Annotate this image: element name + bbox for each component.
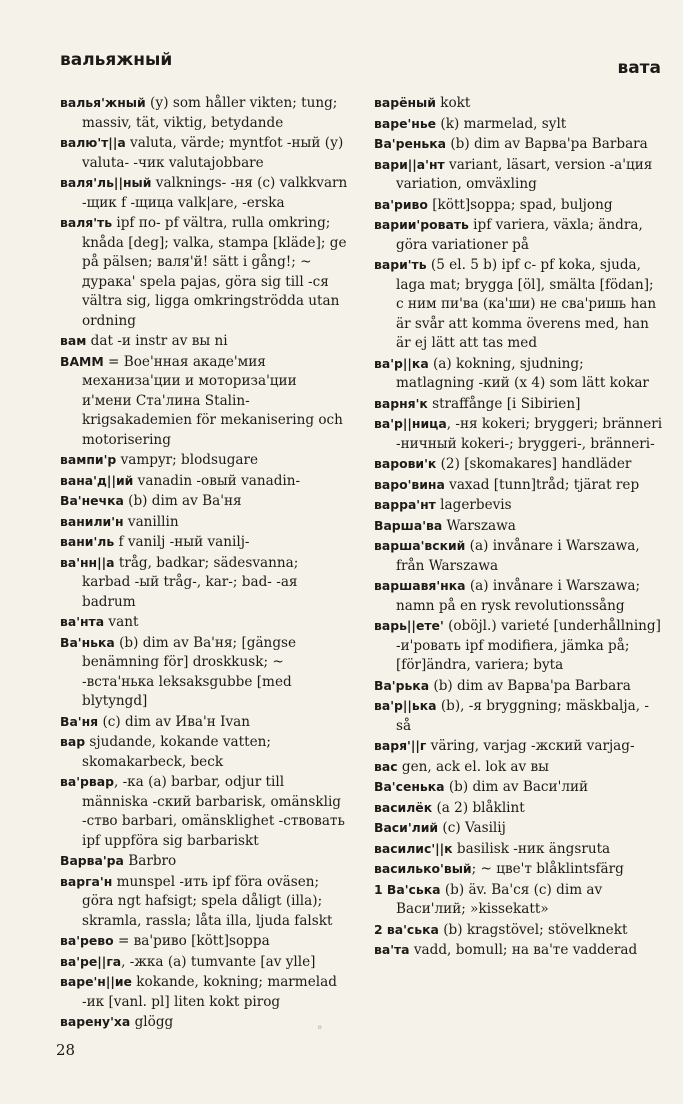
headword: василько'вый — [374, 861, 472, 876]
definition: (b) äv. Ва'ся (с) dim av Васи'лий; »kissekatt» — [396, 881, 603, 917]
definition: (a) invånare i Warszawa; namn på en rysk revolutionssång — [396, 578, 641, 614]
dictionary-entry — [60, 712, 350, 733]
dictionary-entry — [374, 134, 664, 155]
dictionary-entry — [60, 732, 350, 772]
dictionary-entry — [374, 859, 664, 880]
dictionary-entry — [60, 872, 350, 932]
definition: (k) marmelad, sylt — [436, 115, 567, 132]
headword: вас — [374, 758, 398, 774]
definition: (b) dim av Ва'ня — [123, 493, 242, 509]
headword: валья'жный — [60, 95, 146, 110]
headword: василис'||к — [374, 840, 453, 856]
headword: 1 Ва'ська — [374, 881, 441, 897]
headword: варови'к — [374, 456, 437, 471]
dictionary-entry — [374, 818, 664, 839]
dictionary-entry — [374, 475, 664, 496]
definition: (с) Vasilij — [438, 820, 506, 836]
headword: вампи'р — [60, 452, 117, 467]
dictionary-entry — [60, 352, 350, 451]
headword: варга'н — [60, 873, 113, 889]
dictionary-entry — [60, 532, 350, 553]
dictionary-entry — [374, 255, 664, 354]
dictionary-entry — [60, 93, 350, 133]
dictionary-entry — [60, 952, 350, 973]
headword: валю'т||а — [60, 135, 126, 150]
definition: straffånge [i Sibirien] — [427, 395, 581, 412]
dictionary-entry — [60, 491, 350, 512]
definition: vanadin -овый vanadin- — [133, 472, 301, 489]
headword: варену'ха — [60, 1014, 131, 1029]
definition: vant — [104, 614, 139, 630]
headword: Варша'ва — [374, 517, 443, 533]
dictionary-entry — [374, 880, 664, 920]
running-header-left: вальяжный — [60, 50, 173, 70]
headword: Ва'нечка — [60, 493, 124, 508]
definition: (b) dim av Варва'ра Barbara — [446, 136, 648, 152]
dictionary-entry — [60, 471, 350, 492]
definition: vadd, bomull; на ва'те vadderad — [409, 942, 638, 958]
definition: munspel -ить ipf föra oväsen; göra ngt hafsigt; spela dåligt (illa); skramla, rassla; låta illa, ljuda falskt — [82, 873, 333, 929]
headword: Ва'рька — [374, 677, 430, 693]
definition: (5 el. 5 b) ipf с- pf koka, sjuda, laga mat; brygga [öl], smälta [födan]; с ним пи'ва (ка'ши) не сва'ришь han är svår att komma överens med, han är ej lätt att tas med — [396, 257, 657, 351]
definition: kokande, kokning; marmelad -ик [vanl. pl] liten kokt pirog — [82, 974, 337, 1010]
definition: (с) dim av Ива'н Ivan — [98, 713, 250, 730]
dictionary-entry — [374, 414, 664, 454]
headword: варшавя'нка — [374, 578, 466, 593]
headword: Васи'лий — [374, 820, 439, 835]
dictionary-entry — [60, 1012, 350, 1033]
definition: (b) dim av Ва'ня; [gängse benämning för] droskkusk; ~ -вста'нька leksaksgubbe [med blytyngd] — [82, 634, 297, 709]
definition: vanillin — [123, 513, 179, 530]
headword: вана'д||ий — [60, 472, 134, 488]
definition: glögg — [130, 1014, 174, 1030]
definition: (b) dim av Васи'лий — [444, 779, 589, 795]
headword: ва'р||ька — [374, 698, 437, 713]
definition: = ва'риво [kött]soppa — [113, 933, 270, 949]
definition: vaxad [tunn]tråd; tjärat rep — [444, 476, 640, 493]
definition: kokt — [435, 95, 471, 111]
headword: ва'рвар — [60, 774, 114, 789]
running-header-right: вата — [617, 58, 661, 78]
definition: Barbro — [123, 853, 177, 869]
dictionary-entry — [374, 920, 664, 941]
headword: Ва'сенька — [374, 779, 445, 794]
dictionary-entry — [374, 354, 664, 394]
headword: василёк — [374, 799, 433, 815]
definition: Warszawa — [442, 517, 516, 534]
headword: варо'вина — [374, 476, 445, 492]
definition: , -ка (a) barbar, odjur till människa -ский barbarisk, omänsklig -ство barbari, omänsklighet -ствовать ipf uppföra sig barbariskt — [82, 774, 345, 849]
dictionary-entry — [374, 696, 664, 736]
headword: ва'риво — [374, 196, 428, 212]
headword: ва'ре||га — [60, 953, 122, 969]
definition: (oböjl.) varieté [underhållning] -и'ровать ipf modifiera, jämka på; [för]ändra, variera; byta — [396, 618, 661, 673]
dictionary-entry — [374, 536, 664, 576]
headword: ВАММ — [60, 353, 104, 369]
headword: варя'||г — [374, 738, 427, 753]
dictionary-entry — [374, 516, 664, 537]
dictionary-entry — [60, 972, 350, 1012]
headword: ва'та — [374, 942, 410, 957]
dictionary-entry — [60, 512, 350, 533]
dictionary-entry — [60, 213, 350, 331]
definition: ipf variera, växla; ändra, göra variationer på — [396, 217, 643, 253]
left-column — [60, 93, 350, 1033]
headword: вари'ть — [374, 257, 427, 272]
dictionary-entry — [374, 454, 664, 475]
dictionary-entry — [374, 93, 664, 114]
definition: dat -и instr av вы ni — [86, 333, 228, 349]
definition: gen, ack el. lok av вы — [397, 758, 550, 775]
dictionary-entry — [60, 133, 350, 173]
page-number: 28 — [56, 1041, 76, 1059]
definition: variant, läsart, version -а'ция variation, omväxling — [396, 156, 653, 192]
dictionary-entry — [374, 394, 664, 415]
definition: (b), -я bryggning; mäskbalja, -så — [396, 698, 649, 734]
definition: [kött]soppa; spad, buljong — [427, 196, 613, 213]
headword: Варва'ра — [60, 853, 124, 868]
headword: Ва'нька — [60, 634, 115, 650]
dictionary-entry — [374, 777, 664, 798]
headword: вани'ль — [60, 534, 115, 549]
headword: ва'р||ка — [374, 355, 429, 371]
headword: варии'ровать — [374, 217, 469, 232]
dictionary-entry — [374, 576, 664, 616]
headword: вам — [60, 333, 87, 348]
dictionary-entry — [374, 616, 664, 676]
definition: väring, varjag -жский varjag- — [426, 738, 635, 754]
dictionary-entry — [374, 195, 664, 216]
definition: sjudande, kokande vatten; skomakarbeck, beck — [82, 734, 271, 770]
definition: f vanilj -ный vanilj- — [114, 534, 250, 550]
definition: tråg, badkar; sädesvanna; karbad -ый tråg-, kar-; bad- -ая badrum — [82, 554, 299, 610]
headword: варе'нье — [374, 115, 437, 131]
definition: (a) invånare i Warszawa, från Warszawa — [396, 538, 640, 574]
dictionary-entry — [60, 612, 350, 633]
paper-mark: ° — [317, 1024, 323, 1037]
headword: валя'ль||ный — [60, 175, 152, 190]
dictionary-entry — [374, 215, 664, 255]
definition: valknings- -ня (с) valkkvarn -щик f -щица valk|are, -erska — [82, 175, 348, 211]
definition: (у) som håller vikten; tung; massiv, tät, viktig, betydande — [82, 95, 338, 131]
dictionary-entry — [60, 633, 350, 712]
dictionary-entry — [60, 772, 350, 851]
definition: , -ня kokeri; bryggeri; bränneri -ничный kokeri-; bryggeri-, bränneri- — [396, 416, 663, 452]
definition: ; ~ цве'т blåklintsfärg — [471, 861, 624, 877]
right-column — [374, 93, 664, 961]
headword: вари||а'нт — [374, 156, 445, 172]
dictionary-entry — [60, 553, 350, 613]
headword: ванили'н — [60, 513, 124, 529]
definition: (2) [skomakares] handläder — [436, 456, 632, 472]
dictionary-entry — [374, 155, 664, 195]
definition: vampyr; blodsugare — [116, 452, 259, 468]
dictionary-entry — [60, 450, 350, 471]
headword: ва'рево — [60, 933, 114, 948]
definition: valuta, värde; myntfot -ный (у) valuta- -чик valutajobbare — [82, 135, 344, 171]
definition: (a 2) blåklint — [432, 799, 525, 816]
dictionary-entry — [374, 798, 664, 819]
headword: варня'к — [374, 395, 428, 411]
headword: валя'ть — [60, 215, 113, 230]
definition: = Вое'нная акаде'мия механиза'ции и моториза'ции и'мени Ста'лина Stalin-krigsakademien för mekanisering och motorisering — [82, 353, 343, 448]
headword: Ва'ня — [60, 713, 99, 729]
dictionary-entry — [374, 736, 664, 757]
definition: (b) kragstövel; stövelknekt — [438, 921, 628, 938]
dictionary-entry — [374, 676, 664, 697]
dictionary-entry — [374, 940, 664, 961]
dictionary-entry — [60, 851, 350, 872]
headword: ва'нн||а — [60, 554, 115, 570]
definition: , -жка (a) tumvante [av ylle] — [121, 953, 316, 970]
dictionary-entry — [60, 331, 350, 352]
dictionary-entry — [374, 757, 664, 778]
definition: basilisk -ник ängsruta — [452, 840, 611, 857]
dictionary-entry — [374, 114, 664, 135]
headword: 2 ва'ська — [374, 921, 439, 937]
headword: ва'р||ница — [374, 416, 447, 431]
dictionary-entry — [60, 931, 350, 952]
headword: варе'н||ие — [60, 974, 132, 989]
definition: (b) dim av Варва'ра Barbara — [429, 677, 631, 694]
headword: варёный — [374, 95, 436, 110]
definition: ipf по- pf vältra, rulla omkring; knåda [deg]; valka, stampa [kläde]; ge på pälsen; валя'й! sätt i gång!; ~ дурака' spela pajas, göra sig till -ся vältra sig, ligga omkringströdda utan ordning — [82, 215, 347, 329]
headword: вар — [60, 734, 86, 749]
headword: Ва'ренька — [374, 136, 447, 151]
dictionary-entry — [374, 839, 664, 860]
dictionary-entry — [60, 173, 350, 213]
headword: ва'нта — [60, 614, 105, 629]
headword: варша'вский — [374, 538, 466, 553]
headword: варь||ете' — [374, 618, 444, 633]
headword: варра'нт — [374, 497, 436, 512]
definition: (a) kokning, sjudning; matlagning -кий (x 4) som lätt kokar — [396, 355, 649, 391]
definition: lagerbevis — [435, 497, 512, 513]
dictionary-entry — [374, 495, 664, 516]
